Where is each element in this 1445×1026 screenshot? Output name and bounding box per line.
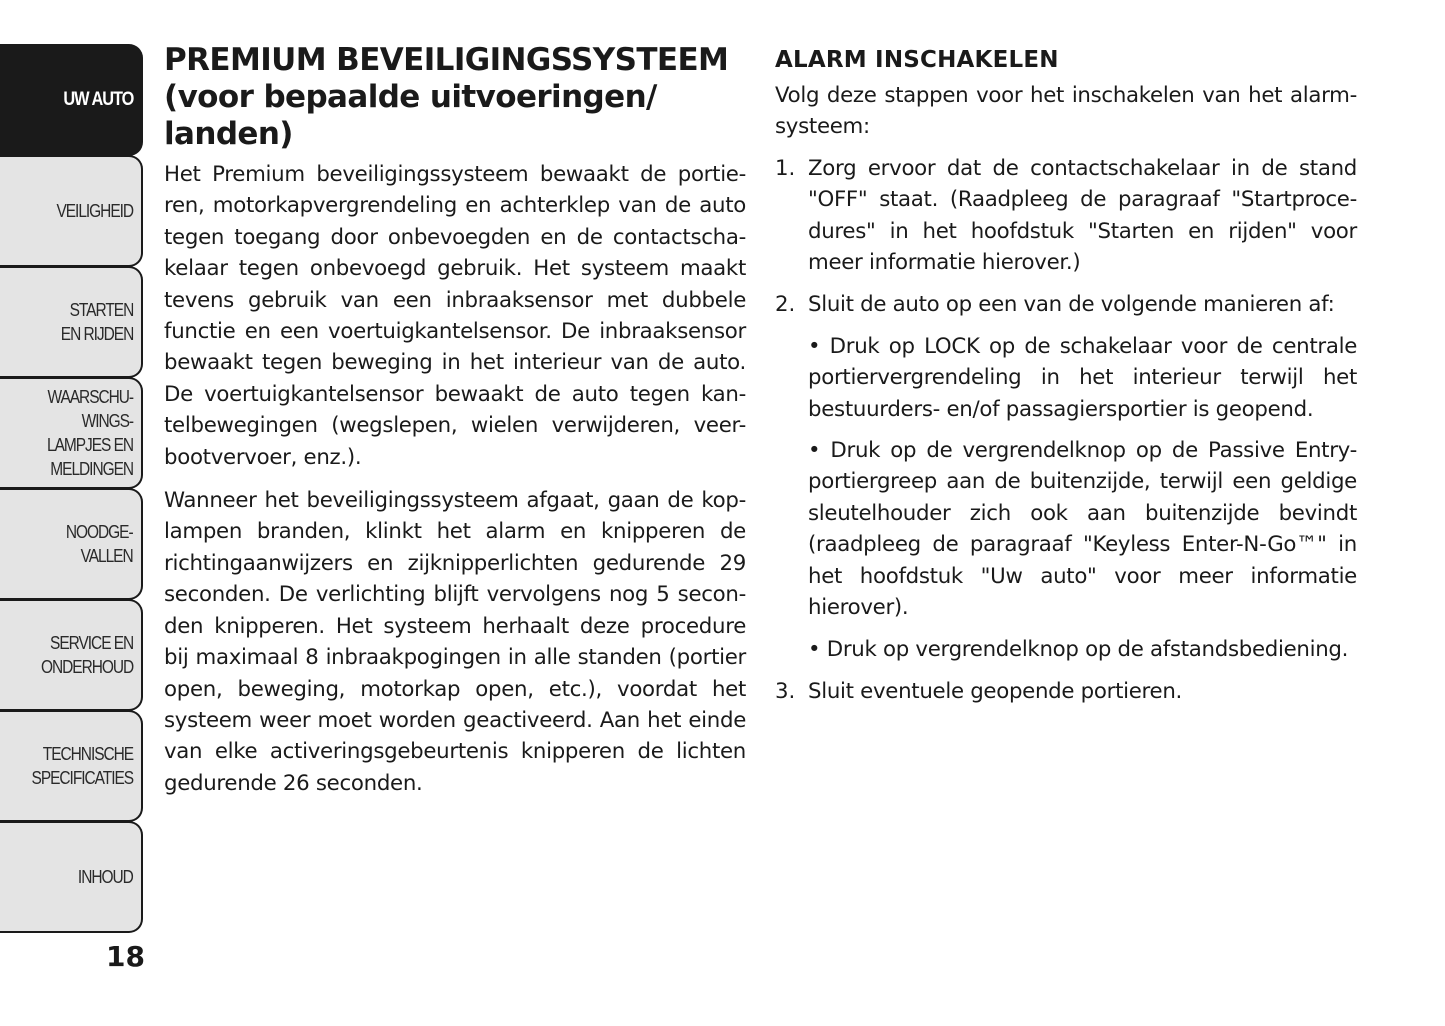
tab-label: UW AUTO [63,89,133,110]
step-body [808,153,1357,279]
step-body [808,676,1357,707]
step-number: 3. [775,678,796,704]
paragraph-alarm-behaviour: Wanneer het beveiligingssysteem afgaat, gaan de kop-lampen branden, klinkt het alarm en knipperen de richtingaanwijzers en zijknipperlichten gedurende 29 seconden. De verlichting blijft vervolgens nog 5 secon-den knipperen. Het systeem herhaalt deze procedure bij maximaal 8 inbraakpogingen in alle standen (portier open, beweging, motorkap open, etc.), voordat het systeem weer moet worden geactiveerd. Aan het einde van elke activeringsgebeurtenis knipperen de lichten gedurende 26 seconden. [164,488,746,796]
tab-label: VEILIGHEID [56,201,133,221]
page-number: 18 [106,940,145,973]
paragraph-intro: Het Premium beveiligingssysteem bewaakt de portie-ren, motorkapvergrendeling en achterklep van de auto tegen toegang door onbevoegden en de contactscha-kelaar tegen onbevoegd gebruik. Het systeem maakt tevens gebruik van een inbraaksensor met dubbele functie en een voertuigkantelsensor. De inbraaksensor bewaakt tegen beweging in het interieur van de auto. De voertuigkantelsensor bewaakt de auto tegen kan-telbewegingen (wegslepen, wielen verwijderen, veer-bootvervoer, enz.). [164,162,746,470]
tab-label: WAARSCHU- WINGS- LAMPJES EN MELDINGEN [46,387,133,479]
tab-label: SERVICE EN ONDERHOUD [40,633,133,677]
tab-noodgevallen[interactable] [0,488,143,600]
step-number: 1. [775,155,796,181]
tab-label: TECHNISCHE SPECIFICATIES [31,744,133,788]
step-item [775,289,1357,664]
step-item [775,153,1357,279]
page-title: PREMIUM BEVEILIGINGSSYSTEEM (voor bepaalde uitvoeringen/ landen) [164,42,729,152]
section-title: ALARM INSCHAKELEN [775,47,1059,73]
step-item [775,676,1357,707]
bullet-item: • Druk op LOCK op de schakelaar voor de centrale portiervergrendeling in het interieur terwijl het bestuurders- en/of passagiersportier is geopend. [808,333,1357,422]
tab-technische-specificaties[interactable] [0,710,143,822]
tab-label: INHOUD [78,867,133,887]
tab-uw-auto[interactable] [0,44,143,156]
step-body [808,289,1357,664]
right-column [775,44,1357,718]
tab-starten-en-rijden[interactable] [0,266,143,378]
tab-veiligheid[interactable] [0,155,143,267]
step-number: 2. [775,292,796,318]
tab-label: NOODGE- VALLEN [66,522,133,566]
tab-label: STARTEN EN RIJDEN [60,300,133,344]
tab-service-en-onderhoud[interactable] [0,599,143,711]
step-text: Zorg ervoor dat de contactschakelaar in de stand "OFF" staat. (Raadpleeg de paragraaf "Startproce-dures" in het hoofdstuk "Starten en rijden" voor meer informatie hierover.) [808,155,1357,276]
tab-waarschuwingslampjes[interactable] [0,377,143,489]
left-column [164,42,746,811]
tab-inhoud[interactable] [0,821,143,933]
bullet-item: • Druk op vergrendelknop op de afstandsbediening. [808,636,1349,662]
section-intro: Volg deze stappen voor het inschakelen van het alarm-systeem: [775,83,1357,140]
chapter-tabs [0,44,144,932]
step-text: Sluit eventuele geopende portieren. [808,678,1183,704]
bullet-item: • Druk op de vergrendelknop op de Passive Entry-portiergreep aan de buitenzijde, terwijl een geldige sleutelhouder zich ook aan buitenzijde bevindt (raadpleeg de paragraaf "Keyless Enter-N-Go™" in het hoofdstuk "Uw auto" voor meer informatie hierover). [808,438,1357,621]
step-text: Sluit de auto op een van de volgende manieren af: [808,292,1335,318]
